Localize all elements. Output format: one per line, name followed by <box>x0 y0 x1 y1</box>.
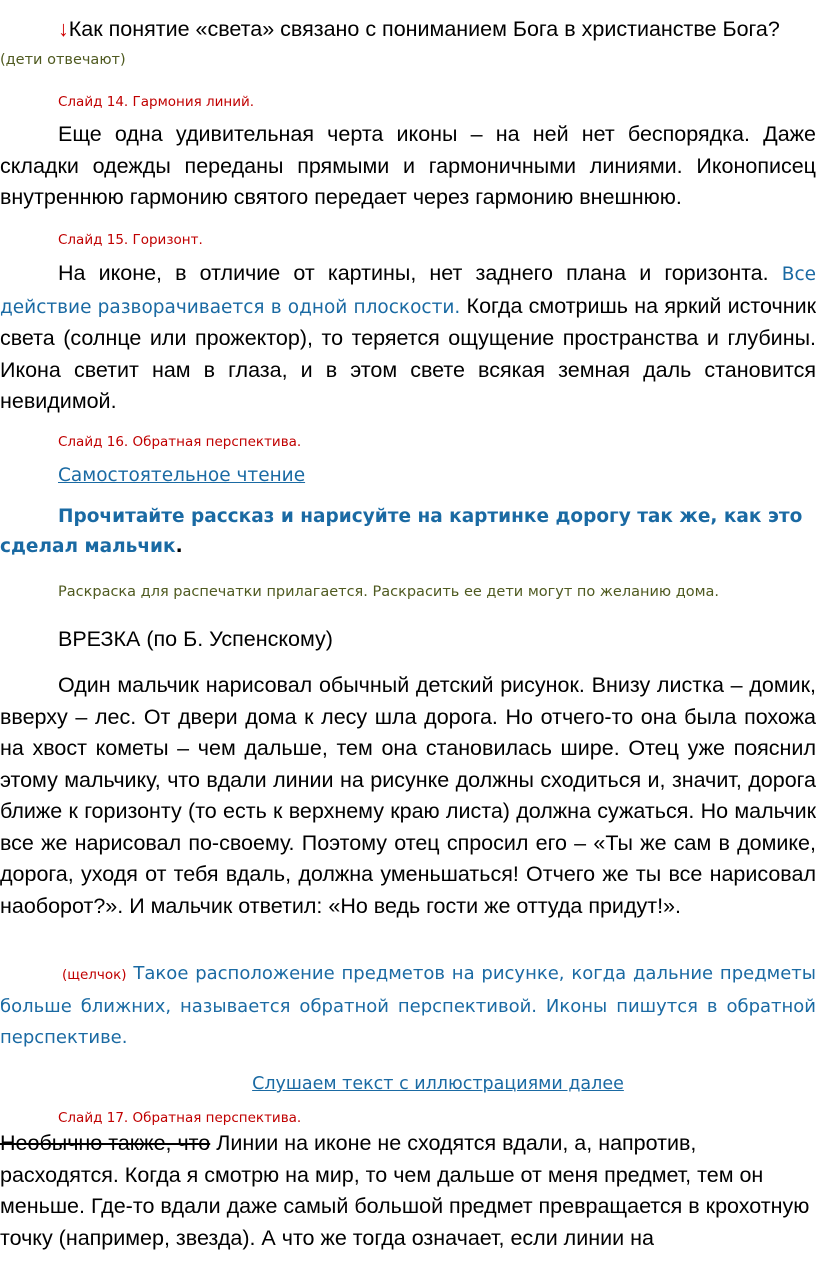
insert-story: Один мальчик нарисовал обычный детский рисунок. Внизу листка – домик, вверху – лес. От двери дома к лесу шла дорога. Но отчего-то она была похожа на хвост кометы – чем дальше, тем она становилась шире. Отец уже пояснил этому мальчику, что вдали линии на рисунке должны сходиться и, значит, дорога ближе к горизонту (то есть к верхнему краю листа) должна сужаться. Но мальчик все же нарисовал по-своему. Поэтому отец спросил его – «Ты же сам в домике, дорога, уходя от тебя вдаль, должна уменьшаться! Отчего же ты все нарисовал наоборот?». И мальчик ответил: «Но ведь гости же оттуда придут!». <box>0 673 816 918</box>
definition-text: Такое расположение предметов на рисунке, когда дальние предметы больше ближних, называется обратной перспективой. Иконы пишутся в обратной перспективе. <box>0 963 816 1048</box>
listen-link[interactable]: Слушаем текст с иллюстрациями далее <box>252 1074 624 1094</box>
slide-14-title: Слайд 14. Гармония линий. <box>58 94 255 110</box>
reading-task-period: . <box>175 536 183 557</box>
question-line <box>58 14 816 46</box>
slide-15-text-end: Когда смотришь на яркий источник света (солнце или прожектор), то теряется ощущение пространства и глубины. Икона светит нам в глаза, и в этом свете всякая земная даль становится невидимой. <box>0 293 816 413</box>
slide-17-text: Линии на иконе не сходятся вдали, а, напротив, расходятся. Когда я смотрю на мир, то чем дальше от меня предмет, тем он меньше. Где-то вдали даже самый большой предмет превращается в крохотную точку (например, звезда). А что же тогда означает, если линии на <box>0 1131 810 1250</box>
slide-17-title: Слайд 17. Обратная перспектива. <box>58 1110 302 1126</box>
slide-14-paragraph: Еще одна удивительная черта иконы – на ней нет беспорядка. Даже складки одежды переданы прямыми и гармоничными линиями. Иконописец внутреннюю гармонию святого передает через гармонию внешнюю. <box>0 122 816 209</box>
question-note: (дети отвечают) <box>0 52 126 68</box>
slide-15-text-start: На иконе, в отличие от картины, нет заднего плана и горизонта. <box>58 261 769 285</box>
slide-15-paragraph <box>0 258 816 418</box>
slide-17-struck-text: Необычно также, что <box>0 1131 211 1155</box>
definition-paragraph <box>0 958 816 1053</box>
slide-15-title: Слайд 15. Горизонт. <box>58 232 203 248</box>
down-arrow-icon: ↓ <box>58 17 69 41</box>
question-text: Как понятие «света» связано с пониманием Бога в христианстве Бога? <box>68 17 780 41</box>
coloring-note: Раскраска для распечатки прилагается. Раскрасить ее дети могут по желанию дома. <box>58 584 720 600</box>
click-note: (щелчок) <box>62 967 127 983</box>
slide-17-paragraph <box>0 1128 816 1254</box>
reading-task <box>0 502 816 562</box>
reading-task-text: Прочитайте рассказ и нарисуйте на картинке дорогу так же, как это сделал мальчик <box>0 506 803 557</box>
slide-15-highlight: Все действие разворачивается в одной плоскости. <box>0 264 816 318</box>
insert-heading: ВРЕЗКА (по Б. Успенскому) <box>58 627 333 651</box>
slide-16-title: Слайд 16. Обратная перспектива. <box>58 434 302 450</box>
reading-heading: Самостоятельное чтение <box>58 465 306 486</box>
